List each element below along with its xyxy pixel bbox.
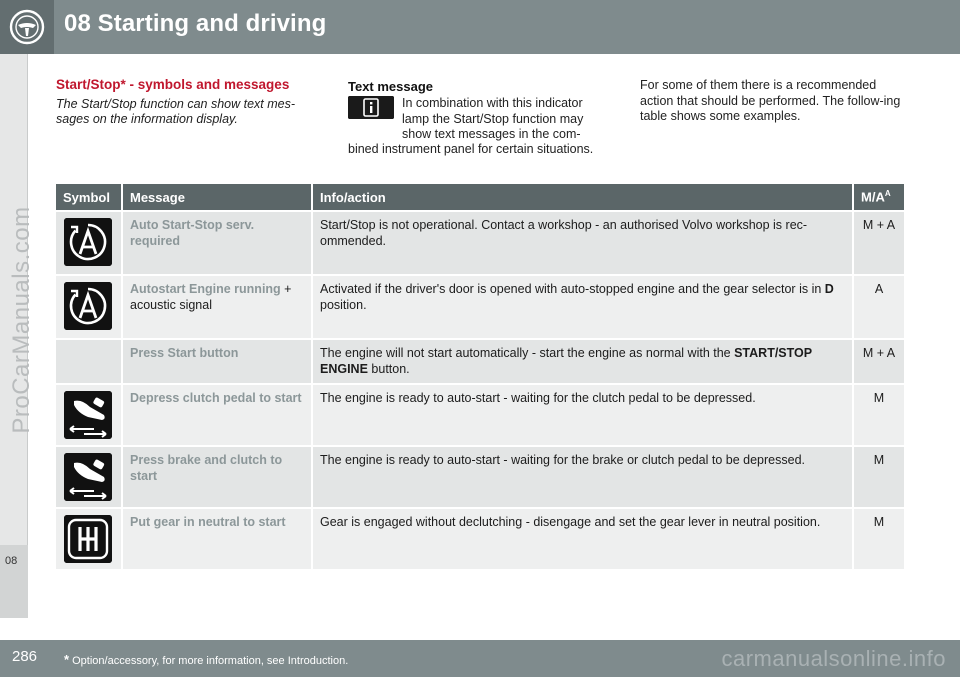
footnote-star: *	[64, 652, 70, 667]
table-row	[56, 211, 904, 275]
symbol-cell	[56, 508, 122, 569]
table-row	[56, 384, 904, 446]
section-intro: The Start/Stop function can show text mes-sages on the information display.	[56, 97, 296, 126]
page-number: 286	[12, 648, 38, 665]
message-cell	[122, 211, 312, 275]
steering-wheel-icon	[9, 9, 45, 45]
col-header-symbol: Symbol	[56, 184, 122, 211]
message-title: Autostart Engine running	[130, 282, 281, 296]
depress-brake-clutch-icon	[64, 453, 112, 501]
message-title: Press brake and clutch to start	[130, 453, 283, 483]
message-cell	[122, 339, 312, 384]
footer-note	[64, 652, 348, 667]
symbol-cell	[56, 339, 122, 384]
text-message-body-a: In combination with this indicator lamp the Start/Stop function may show text messages in the com-	[402, 96, 584, 142]
info-indicator-icon	[348, 96, 394, 119]
table-row	[56, 275, 904, 339]
info-action-cell: The engine will not start automatically - start the engine as normal with the START/STOP ENGINE button.	[312, 339, 853, 384]
message-suffix: + acoustic signal	[130, 282, 292, 312]
auto-start-stop-a-icon	[64, 282, 112, 330]
manual-auto-cell: M	[853, 384, 904, 446]
watermark-bottom: carmanualsonline.info	[721, 646, 946, 671]
manual-auto-cell: M	[853, 508, 904, 569]
message-title: Press Start button	[130, 346, 239, 360]
info-action-cell: Gear is engaged without declutching - disengage and set the gear lever in neutral position.	[312, 508, 853, 569]
footnote-text: Option/accessory, for more information, see Introduction.	[69, 655, 349, 667]
chapter-number: 08	[5, 555, 18, 567]
text-message-heading: Text message	[348, 79, 434, 94]
message-title: Depress clutch pedal to start	[130, 391, 302, 405]
auto-start-stop-a-icon	[64, 218, 112, 266]
table-header-row	[56, 184, 904, 211]
message-cell	[122, 384, 312, 446]
info-action-cell: The engine is ready to auto-start - waiting for the clutch pedal to be depressed.	[312, 384, 853, 446]
manual-auto-cell: M + A	[853, 211, 904, 275]
page-header	[0, 0, 960, 54]
manual-auto-cell: M + A	[853, 339, 904, 384]
gear-neutral-icon	[64, 515, 112, 563]
section-title: Start/Stop* - symbols and messages	[56, 77, 290, 92]
recommended-action-text: For some of them there is a recommended action that should be performed. The follow-ing table shows some examples.	[640, 78, 901, 124]
message-title: Put gear in neutral to start	[130, 515, 286, 529]
message-cell	[122, 508, 312, 569]
depress-clutch-pedal-icon	[64, 391, 112, 439]
table-row	[56, 339, 904, 384]
col-header-ma	[853, 184, 904, 211]
message-cell	[122, 275, 312, 339]
symbols-messages-table	[56, 184, 904, 569]
ma-footnote: A	[884, 189, 891, 199]
symbol-cell	[56, 275, 122, 339]
page-title: 08 Starting and driving	[64, 10, 327, 37]
logo-box	[0, 0, 54, 54]
table-row	[56, 446, 904, 508]
info-action-cell: Start/Stop is not operational. Contact a workshop - an authorised Volvo workshop is rec-ommended.	[312, 211, 853, 275]
ma-label: M/A	[861, 189, 885, 205]
watermark-vertical: ProCarManuals.com	[8, 206, 35, 434]
table-row	[56, 508, 904, 569]
text-message-body-b: bined instrument panel for certain situations.	[348, 142, 594, 156]
col-header-info: Info/action	[312, 184, 853, 211]
message-cell	[122, 446, 312, 508]
manual-auto-cell: M	[853, 446, 904, 508]
message-title: Auto Start-Stop serv. required	[130, 218, 255, 248]
info-action-cell: The engine is ready to auto-start - waiting for the brake or clutch pedal to be depressed.	[312, 446, 853, 508]
info-action-cell: Activated if the driver's door is opened with auto-stopped engine and the gear selector is in D position.	[312, 275, 853, 339]
symbol-cell	[56, 446, 122, 508]
symbol-cell	[56, 211, 122, 275]
col-header-message: Message	[122, 184, 312, 211]
manual-auto-cell: A	[853, 275, 904, 339]
symbol-cell	[56, 384, 122, 446]
